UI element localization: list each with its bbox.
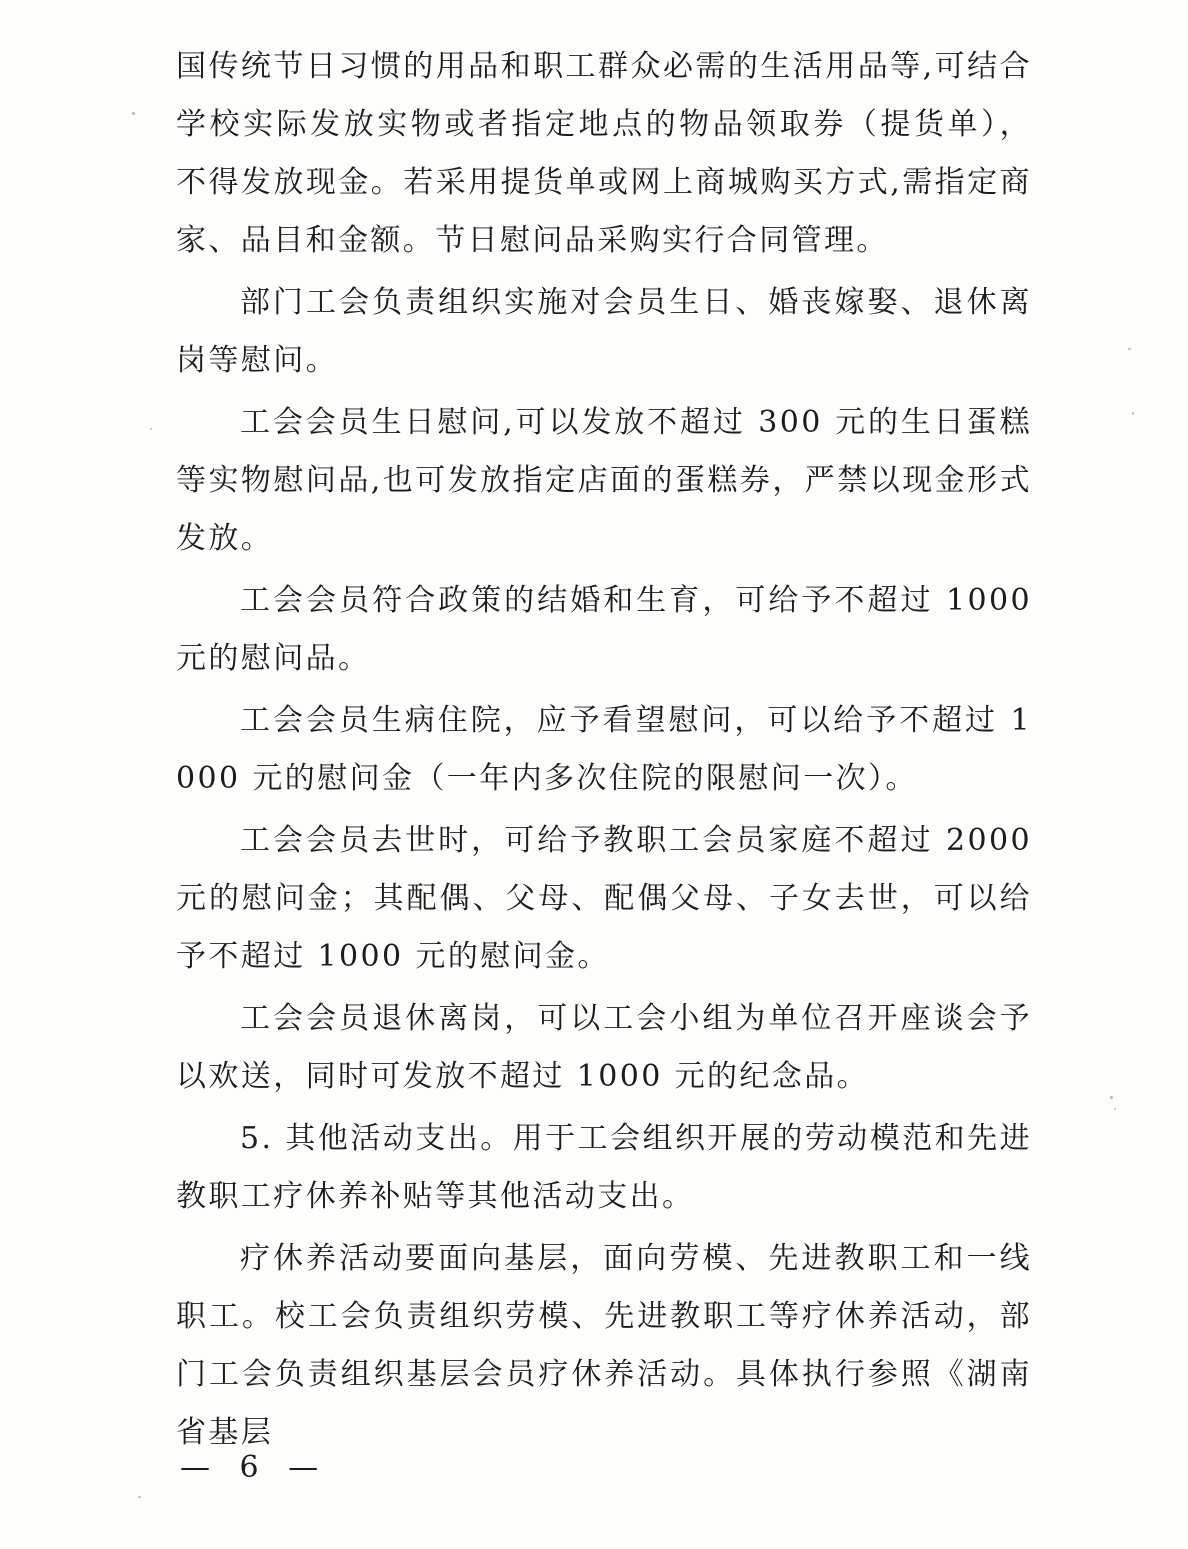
scan-speck [132,112,135,115]
paragraph-1: 国传统节日习惯的用品和职工群众必需的生活用品等,可结合学校实际发放实物或者指定地点的物品领取券（提货单），不得发放现金。若采用提货单或网上商城购买方式,需指定商家、品目和金额。节日慰问品采购实行合同管理。 [176,49,1032,258]
scan-speck [1114,1108,1116,1110]
paragraph-8: 5. 其他活动支出。用于工会组织开展的劳动模范和先进教职工疗休养补贴等其他活动支出。 [176,1121,1032,1214]
scan-speck [150,428,152,430]
paragraph-4: 工会会员符合政策的结婚和生育，可给予不超过 1000 元的慰问品。 [176,583,1032,676]
paragraph-7: 工会会员退休离岗，可以工会小组为单位召开座谈会予以欢送，同时可发放不超过 1000 元的纪念品。 [176,1001,1032,1094]
scan-speck [138,1496,141,1498]
paragraph-6: 工会会员去世时，可给予教职工会员家庭不超过 2000 元的慰问金；其配偶、父母、配偶父母、子女去世，可以给予不超过 1000 元的慰问金。 [176,823,1032,974]
paragraph-5: 工会会员生病住院，应予看望慰问，可以给予不超过 1000 元的慰问金（一年内多次住院的限慰问一次）。 [176,703,1032,796]
paragraph-9: 疗休养活动要面向基层，面向劳模、先进教职工和一线职工。校工会负责组织劳模、先进教职工等疗休养活动，部门工会负责组织基层会员疗休养活动。具体执行参照《湖南省基层 [176,1241,1032,1450]
page-number: — 6 — [180,1450,329,1485]
paragraph-2: 部门工会负责组织实施对会员生日、婚丧嫁娶、退休离岗等慰问。 [176,285,1032,378]
document-body [176,38,1032,1466]
scan-speck [1132,412,1134,415]
paragraph-3: 工会会员生日慰问,可以发放不超过 300 元的生日蛋糕等实物慰问品,也可发放指定店面的蛋糕券，严禁以现金形式发放。 [176,405,1032,556]
scan-speck [1110,1096,1113,1099]
scan-speck [1128,348,1131,350]
